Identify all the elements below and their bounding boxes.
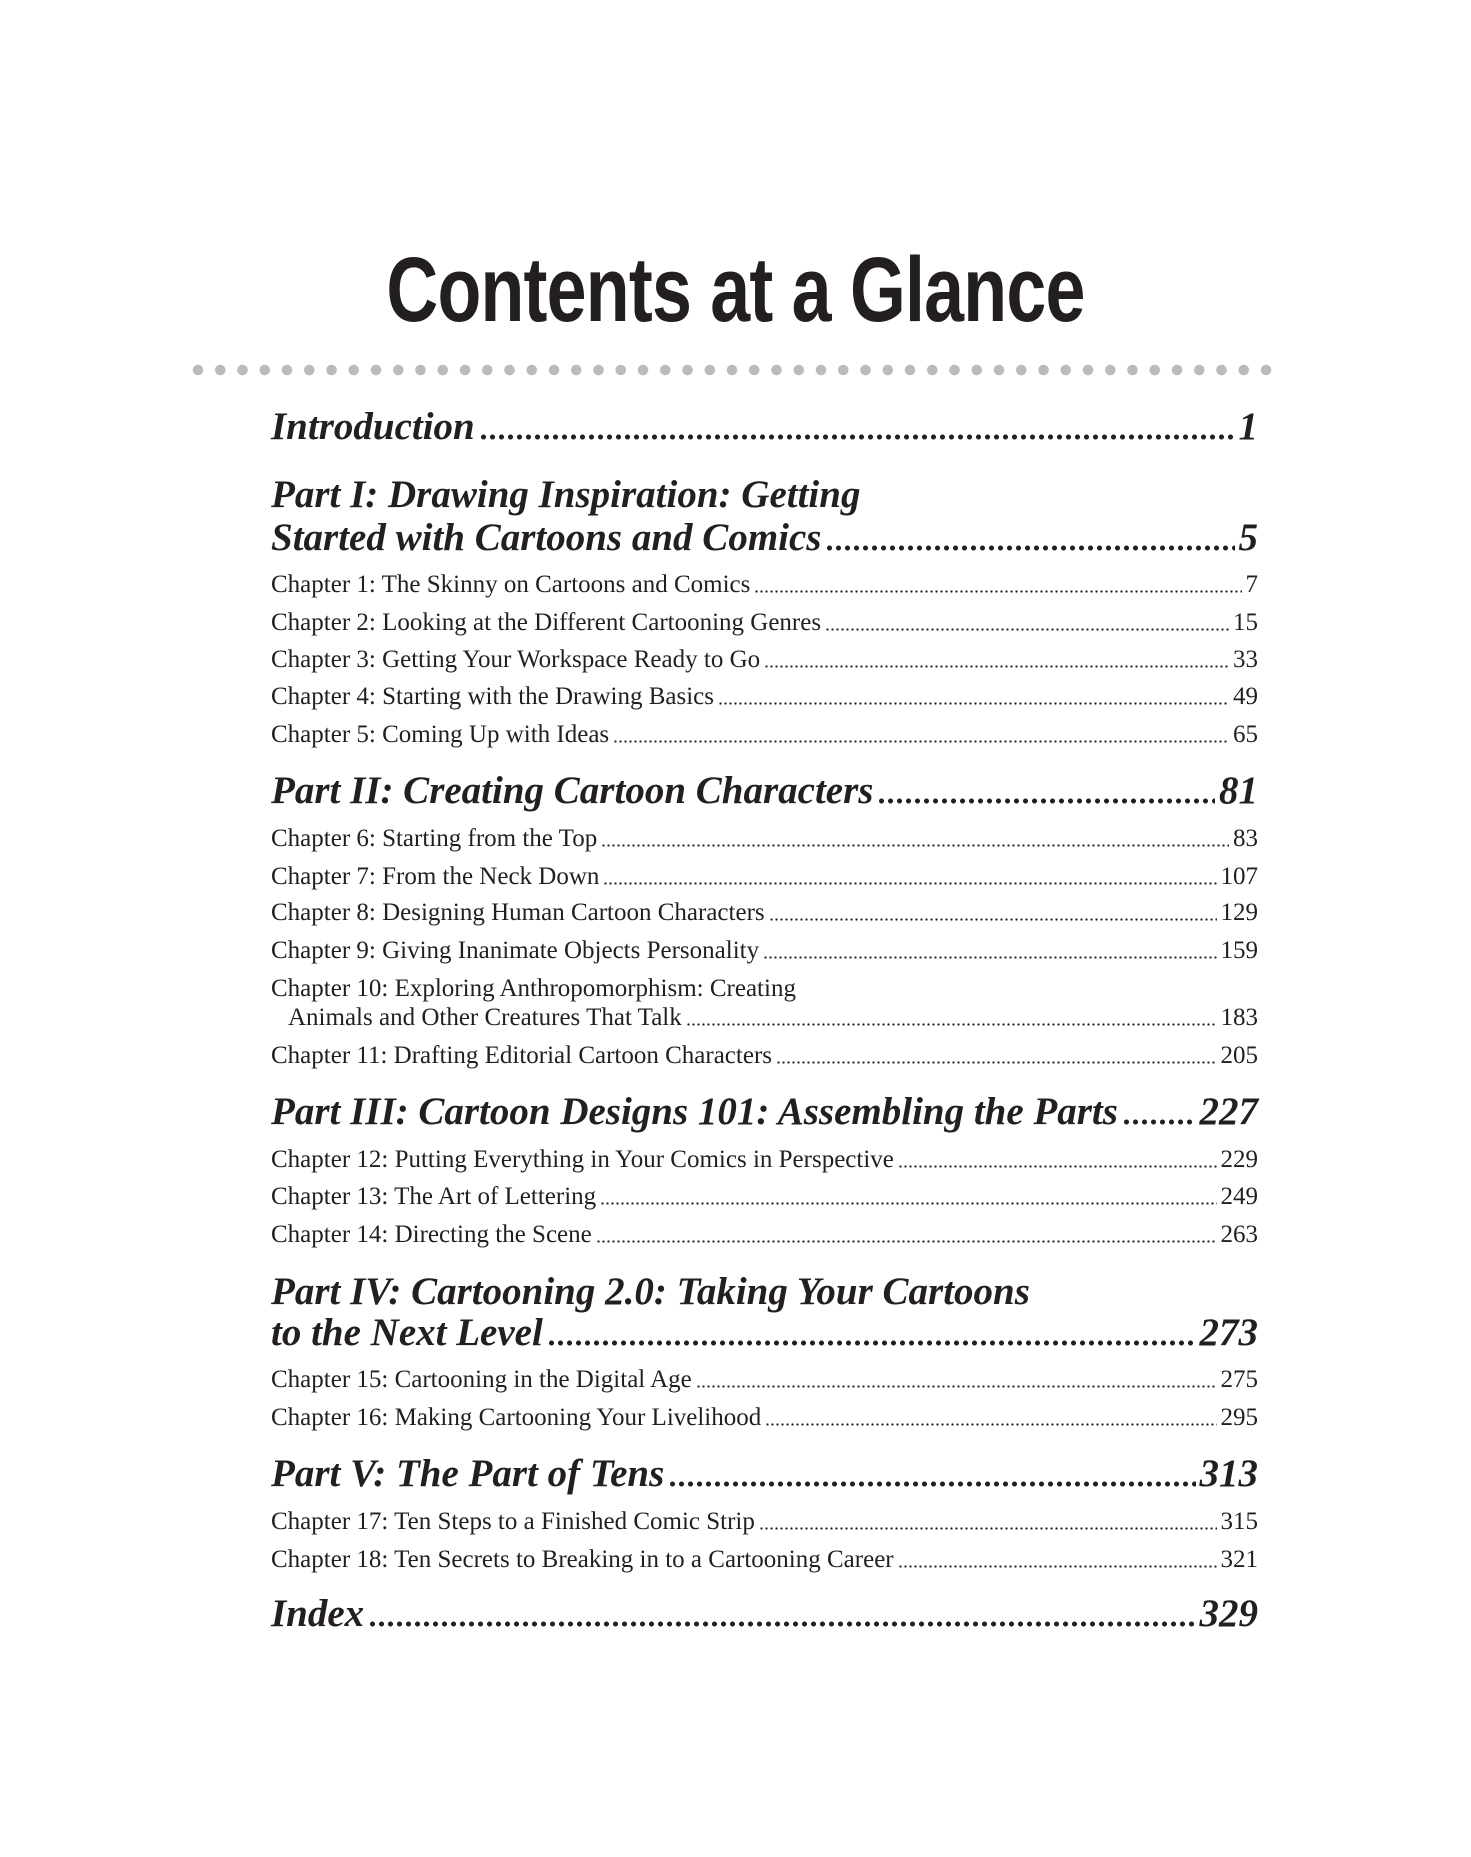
toc-entry-chapter-16[interactable]	[271, 1403, 1258, 1433]
toc-entry-chapter-4[interactable]	[271, 682, 1258, 712]
toc-entry-chapter-14[interactable]	[271, 1220, 1258, 1250]
dot-leader	[754, 590, 1241, 593]
entry-page: 1	[1238, 405, 1258, 448]
toc-entry-chapter-2[interactable]	[271, 608, 1258, 638]
entry-page: 33	[1233, 646, 1258, 673]
entry-page: 321	[1220, 1546, 1258, 1573]
entry-label: Chapter 8: Designing Human Cartoon Characters	[271, 899, 765, 926]
dot-leader	[877, 798, 1215, 804]
part-1-title-line1: Part I: Drawing Inspiration: Getting	[271, 473, 861, 516]
dot-leader	[898, 1565, 1217, 1568]
entry-label: Part III: Cartoon Designs 101: Assembling the Parts	[271, 1090, 1118, 1133]
dot-leader	[613, 740, 1229, 743]
dot-leader	[769, 918, 1217, 921]
entry-page: 81	[1219, 769, 1258, 812]
entry-page: 15	[1233, 609, 1258, 636]
entry-page: 159	[1220, 937, 1258, 964]
entry-label: Chapter 14: Directing the Scene	[271, 1221, 592, 1248]
toc-entry-part-5[interactable]	[271, 1452, 1258, 1496]
entry-label: Chapter 15: Cartooning in the Digital Age	[271, 1366, 692, 1393]
chapter-10-title-line1: Chapter 10: Exploring Anthropomorphism: Creating	[271, 975, 796, 1002]
dot-leader	[601, 844, 1229, 847]
dot-leader	[765, 1423, 1216, 1426]
entry-label: Started with Cartoons and Comics	[271, 516, 822, 559]
toc-entry-chapter-18[interactable]	[271, 1545, 1258, 1575]
entry-page: 273	[1199, 1311, 1258, 1354]
toc-entry-chapter-1[interactable]	[271, 570, 1258, 600]
entry-label: Index	[271, 1592, 365, 1635]
toc-entry-part-3[interactable]	[271, 1090, 1258, 1134]
entry-page: 229	[1220, 1146, 1258, 1173]
toc-entry-part-4[interactable]	[271, 1311, 1258, 1355]
dot-leader	[825, 628, 1229, 631]
entry-page: 313	[1199, 1452, 1258, 1495]
entry-page: 275	[1220, 1366, 1258, 1393]
entry-label: Chapter 16: Making Cartooning Your Livelihood	[271, 1404, 762, 1431]
dot-leader	[686, 1023, 1217, 1026]
entry-page: 205	[1220, 1042, 1258, 1069]
entry-page: 83	[1233, 825, 1258, 852]
entry-page: 65	[1233, 721, 1258, 748]
entry-page: 129	[1220, 899, 1258, 926]
entry-label: Chapter 18: Ten Secrets to Breaking in to a Cartooning Career	[271, 1546, 894, 1573]
toc-entry-chapter-15[interactable]	[271, 1365, 1258, 1395]
toc-entry-chapter-3[interactable]	[271, 645, 1258, 675]
entry-label: Chapter 9: Giving Inanimate Objects Personality	[271, 937, 760, 964]
entry-label: Introduction	[271, 405, 475, 448]
dot-leader	[825, 545, 1234, 551]
entry-page: 249	[1220, 1183, 1258, 1210]
dot-leader	[596, 1240, 1217, 1243]
entry-label: Chapter 17: Ten Steps to a Finished Comic Strip	[271, 1508, 755, 1535]
toc-entry-chapter-11[interactable]	[271, 1041, 1258, 1071]
entry-label: Chapter 3: Getting Your Workspace Ready to Go	[271, 646, 761, 673]
entry-label: Animals and Other Creatures That Talk	[288, 1004, 682, 1031]
dot-leader	[368, 1621, 1195, 1627]
toc-entry-chapter-5[interactable]	[271, 720, 1258, 750]
toc-entry-chapter-17[interactable]	[271, 1507, 1258, 1537]
entry-label: Chapter 13: The Art of Lettering	[271, 1183, 597, 1210]
entry-page: 49	[1233, 683, 1258, 710]
toc-entry-chapter-7[interactable]	[271, 862, 1258, 892]
entry-label: Chapter 1: The Skinny on Cartoons and Comics	[271, 571, 751, 598]
toc-entry-chapter-13[interactable]	[271, 1182, 1258, 1212]
dot-leader	[1122, 1119, 1196, 1125]
toc-entry-chapter-8[interactable]	[271, 898, 1258, 928]
entry-page: 227	[1199, 1090, 1258, 1133]
entry-page: 183	[1220, 1004, 1258, 1031]
dot-leader	[763, 956, 1216, 959]
entry-label: Part II: Creating Cartoon Characters	[271, 769, 874, 812]
dot-leader	[600, 1202, 1216, 1205]
toc-entry-chapter-10[interactable]	[271, 1003, 1258, 1033]
part-4-title-line1: Part IV: Cartooning 2.0: Taking Your Cartoons	[271, 1270, 1030, 1313]
toc-entry-chapter-9[interactable]	[271, 936, 1258, 966]
entry-label: Chapter 12: Putting Everything in Your Comics in Perspective	[271, 1146, 894, 1173]
dot-leader	[479, 434, 1235, 440]
toc-entry-chapter-12[interactable]	[271, 1145, 1258, 1175]
entry-label: Chapter 4: Starting with the Drawing Basics	[271, 683, 714, 710]
page-title: Contents at a Glance	[386, 239, 1085, 341]
entry-page: 5	[1238, 516, 1258, 559]
entry-page: 295	[1220, 1404, 1258, 1431]
dot-leader	[547, 1340, 1196, 1346]
dot-leader	[776, 1061, 1216, 1064]
entry-page: 315	[1220, 1508, 1258, 1535]
dot-leader	[696, 1385, 1217, 1388]
dotted-divider	[192, 364, 1282, 376]
dot-leader	[898, 1165, 1217, 1168]
dot-leader	[759, 1527, 1217, 1530]
toc-entry-introduction[interactable]	[271, 405, 1258, 449]
toc-entry-part-1[interactable]	[271, 516, 1258, 560]
entry-page: 329	[1199, 1592, 1258, 1635]
entry-label: Chapter 11: Drafting Editorial Cartoon Characters	[271, 1042, 773, 1069]
entry-label: Part V: The Part of Tens	[271, 1452, 665, 1495]
dot-leader	[764, 665, 1229, 668]
entry-page: 263	[1220, 1221, 1258, 1248]
entry-label: Chapter 2: Looking at the Different Cartooning Genres	[271, 609, 822, 636]
entry-label: Chapter 7: From the Neck Down	[271, 863, 600, 890]
entry-page: 107	[1220, 863, 1258, 890]
dot-leader	[718, 702, 1229, 705]
entry-label: Chapter 6: Starting from the Top	[271, 825, 598, 852]
toc-entry-index[interactable]	[271, 1592, 1258, 1636]
entry-label: to the Next Level	[271, 1311, 543, 1354]
dot-leader	[668, 1481, 1195, 1487]
entry-page: 7	[1245, 571, 1258, 598]
dot-leader	[603, 882, 1216, 885]
entry-label: Chapter 5: Coming Up with Ideas	[271, 721, 610, 748]
toc-entry-part-2[interactable]	[271, 769, 1258, 813]
toc-entry-chapter-6[interactable]	[271, 824, 1258, 854]
